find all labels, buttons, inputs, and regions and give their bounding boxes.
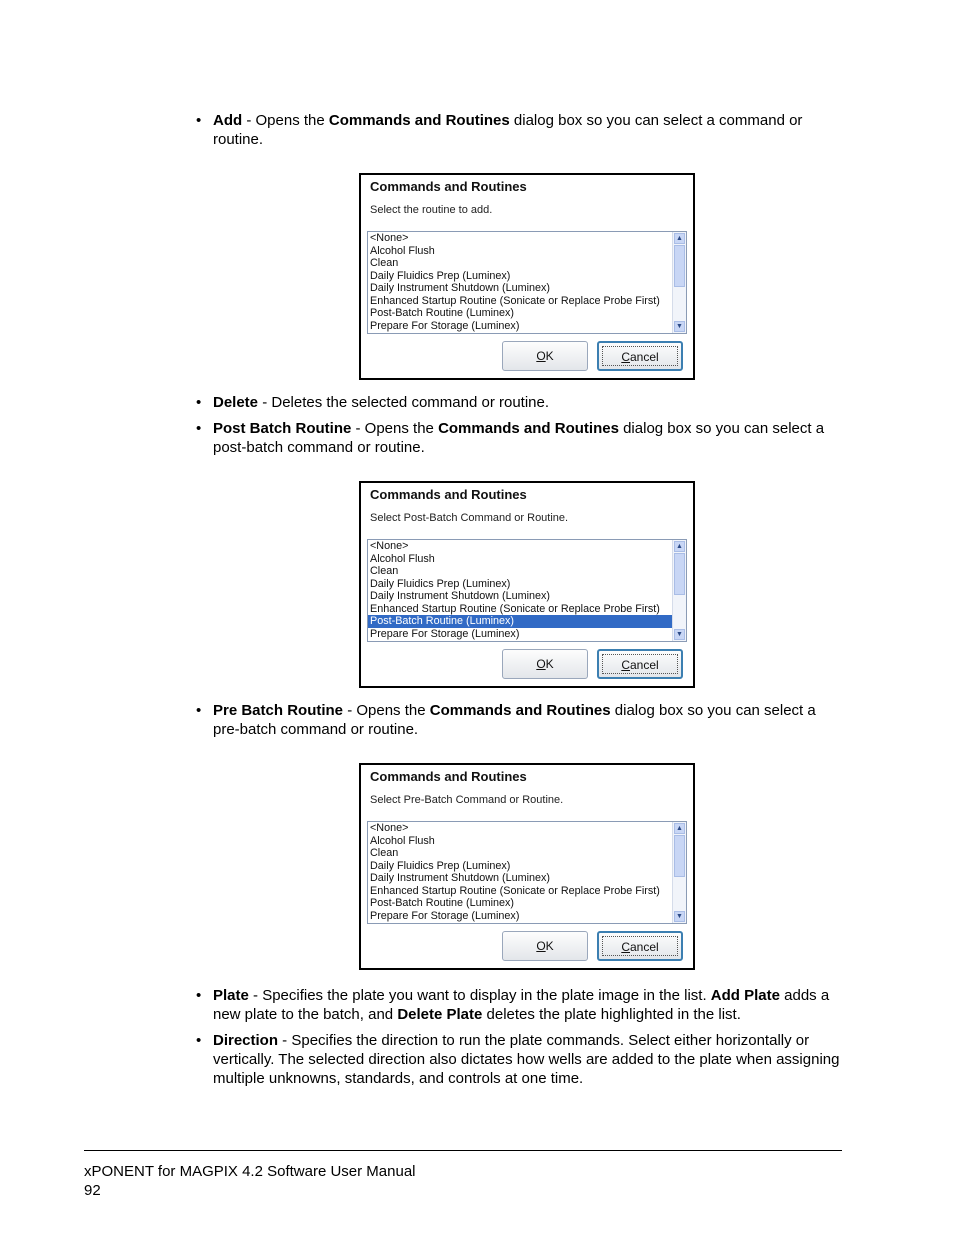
scroll-up-icon[interactable]: ▲ bbox=[674, 541, 685, 552]
list-item[interactable]: Post-Batch Routine (Luminex) bbox=[370, 307, 515, 319]
bullet-pre-batch: • Pre Batch Routine - Opens the Commands and Routines dialog box so you can select a pre-batch command or routine. bbox=[196, 702, 816, 738]
dialog-title: Commands and Routines bbox=[370, 179, 527, 194]
list-item[interactable]: Enhanced Startup Routine (Sonicate or Replace Probe First) bbox=[370, 602, 660, 615]
list-item-selected[interactable]: Post-Batch Routine (Luminex) bbox=[368, 615, 673, 628]
dialog-title: Commands and Routines bbox=[370, 487, 527, 502]
routine-list[interactable] bbox=[367, 231, 687, 334]
list-item[interactable]: <None> bbox=[370, 540, 409, 552]
list-item[interactable]: <None> bbox=[370, 822, 409, 834]
list-item[interactable]: Daily Fluidics Prep (Luminex) bbox=[370, 859, 511, 872]
footer-title: xPONENT for MAGPIX 4.2 Software User Manual bbox=[84, 1163, 416, 1180]
list-item[interactable]: Clean bbox=[370, 847, 399, 859]
dialog-post-batch bbox=[359, 481, 695, 688]
bullet-plate: • Plate - Specifies the plate you want to display in the plate image in the list. Add Plate adds a new plate to the batch, and Delete Plate deletes the plate highlighted in the list. bbox=[196, 987, 830, 1023]
scroll-thumb[interactable] bbox=[674, 245, 685, 287]
dialog-instruction: Select Pre-Batch Command or Routine. bbox=[370, 794, 564, 806]
list-scrollbar[interactable] bbox=[672, 822, 686, 923]
list-item[interactable]: Daily Fluidics Prep (Luminex) bbox=[370, 269, 511, 282]
bullet-post-batch: • Post Batch Routine - Opens the Commands and Routines dialog box so you can select a post-batch command or routine. bbox=[196, 420, 825, 456]
scroll-up-icon[interactable]: ▲ bbox=[674, 823, 685, 834]
bullet-icon: • bbox=[196, 420, 202, 437]
cancel-button[interactable]: Cancel bbox=[597, 931, 683, 961]
bullet-icon: • bbox=[196, 394, 202, 411]
bullet-delete: • Delete - Deletes the selected command or routine. bbox=[196, 394, 550, 411]
scroll-up-icon[interactable]: ▲ bbox=[674, 233, 685, 244]
list-item[interactable]: Daily Fluidics Prep (Luminex) bbox=[370, 577, 511, 590]
dialog-instruction: Select the routine to add. bbox=[370, 204, 493, 216]
bullet-icon: • bbox=[196, 1032, 202, 1049]
list-item[interactable]: Clean bbox=[370, 257, 399, 269]
page-number: 92 bbox=[84, 1182, 101, 1199]
list-item[interactable]: Daily Instrument Shutdown (Luminex) bbox=[370, 282, 551, 294]
scroll-thumb[interactable] bbox=[674, 835, 685, 877]
scroll-down-icon[interactable]: ▼ bbox=[674, 321, 685, 332]
list-item[interactable]: Prepare For Storage (Luminex) bbox=[370, 319, 520, 332]
dialog-pre-batch bbox=[359, 763, 695, 970]
bullet-icon: • bbox=[196, 987, 202, 1004]
scroll-thumb[interactable] bbox=[674, 553, 685, 595]
list-item[interactable]: Alcohol Flush bbox=[370, 244, 435, 257]
list-item[interactable]: Prepare For Storage (Luminex) bbox=[370, 627, 520, 640]
term-add: Add bbox=[213, 112, 243, 129]
list-item[interactable]: Alcohol Flush bbox=[370, 834, 435, 847]
list-scrollbar[interactable] bbox=[672, 232, 686, 333]
ok-button[interactable]: OK bbox=[502, 931, 588, 961]
bullet-add: • Add - Opens the Commands and Routines dialog box so you can select a command or routine. bbox=[196, 112, 803, 148]
cancel-button[interactable]: Cancel bbox=[597, 341, 683, 371]
dialog-add-routine bbox=[359, 173, 695, 380]
list-scrollbar[interactable] bbox=[672, 540, 686, 641]
term-post-batch: Post Batch Routine bbox=[213, 420, 352, 437]
list-item[interactable]: Clean bbox=[370, 565, 399, 577]
term-plate: Plate bbox=[213, 987, 249, 1004]
footer-rule bbox=[84, 1150, 842, 1151]
list-item[interactable]: Post-Batch Routine (Luminex) bbox=[370, 897, 515, 909]
list-item[interactable]: Daily Instrument Shutdown (Luminex) bbox=[370, 590, 551, 602]
list-item[interactable]: Enhanced Startup Routine (Sonicate or Replace Probe First) bbox=[370, 884, 660, 897]
bullet-icon: • bbox=[196, 702, 202, 719]
bullet-icon: • bbox=[196, 112, 202, 129]
ok-button[interactable]: OK bbox=[502, 649, 588, 679]
term-direction: Direction bbox=[213, 1032, 279, 1049]
dialog-title: Commands and Routines bbox=[370, 769, 527, 784]
scroll-down-icon[interactable]: ▼ bbox=[674, 911, 685, 922]
ok-button[interactable]: OK bbox=[502, 341, 588, 371]
list-item[interactable]: Daily Instrument Shutdown (Luminex) bbox=[370, 872, 551, 884]
list-item[interactable]: Enhanced Startup Routine (Sonicate or Replace Probe First) bbox=[370, 294, 660, 307]
term-pre-batch: Pre Batch Routine bbox=[213, 702, 344, 719]
list-item[interactable]: Prepare For Storage (Luminex) bbox=[370, 909, 520, 922]
list-item[interactable]: <None> bbox=[370, 232, 409, 244]
cancel-button[interactable]: Cancel bbox=[597, 649, 683, 679]
list-item[interactable]: Alcohol Flush bbox=[370, 552, 435, 565]
bullet-direction: • Direction - Specifies the direction to run the plate commands. Select either horizontally or vertically. The selected direction also dictates how wells are added to the plate when assigning multiple unknowns, standards, and controls at one time. bbox=[196, 1032, 840, 1087]
routine-list[interactable] bbox=[367, 539, 687, 642]
term-delete: Delete bbox=[213, 394, 259, 411]
scroll-down-icon[interactable]: ▼ bbox=[674, 629, 685, 640]
dialog-instruction: Select Post-Batch Command or Routine. bbox=[370, 512, 569, 524]
routine-list[interactable] bbox=[367, 821, 687, 924]
